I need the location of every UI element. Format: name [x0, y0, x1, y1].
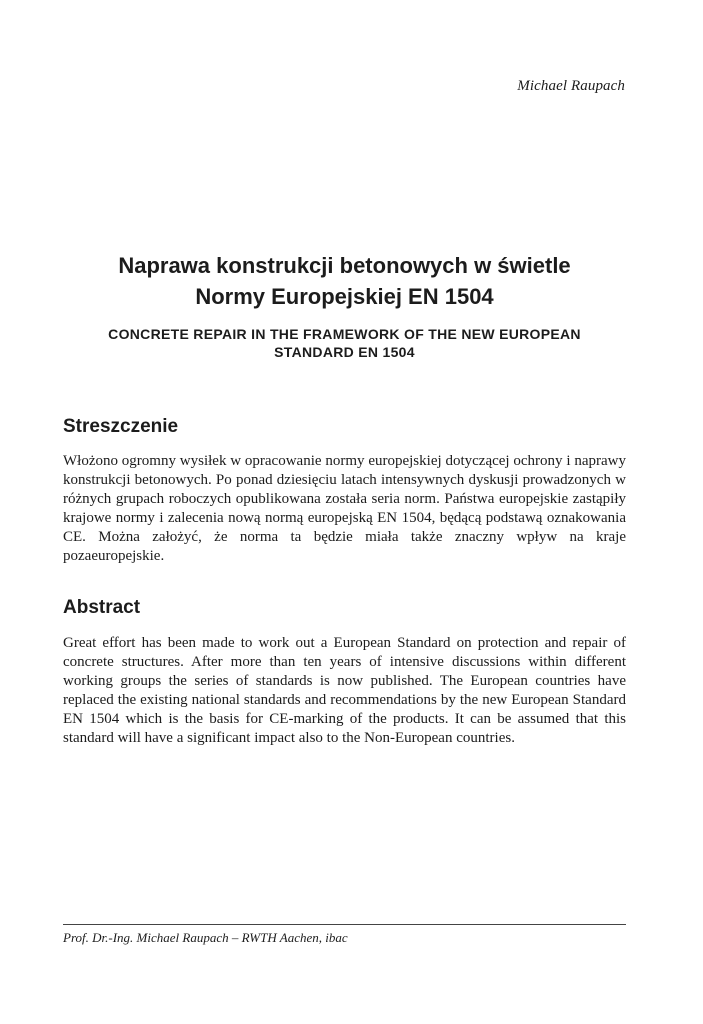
streszczenie-paragraph: Włożono ogromny wysiłek w opracowanie normy europejskiej dotyczącej ochrony i naprawy konstrukcji betonowych. Po ponad dziesięciu latach intensywnych dyskusji prowadzonych w różnych grupach roboczych opublikowana została seria norm. Państwa europejskie zastąpiły krajowe normy i zalecenia nową normą europejską EN 1504, będącą podstawą oznakowania CE. Można założyć, że norma ta będzie miała także znaczny wpływ na kraje pozaeuropejskie. — [63, 453, 626, 564]
english-subtitle — [63, 325, 626, 361]
english-subtitle-line-2: STANDARD EN 1504 — [274, 344, 415, 360]
paper-title-line-2: Normy Europejskiej EN 1504 — [195, 284, 494, 309]
english-subtitle-line-1: CONCRETE REPAIR IN THE FRAMEWORK OF THE NEW EUROPEAN — [108, 326, 581, 342]
abstract-paragraph: Great effort has been made to work out a European Standard on protection and repair of concrete structures. After more than ten years of intensive discussions within different working groups the series of standards is now published. The European countries have replaced the existing national standards and recommendations by the new European Standard EN 1504 which is the basis for CE-marking of the products. It can be assumed that this standard will have a significant impact also to the Non-European countries. — [63, 635, 626, 746]
running-header-author: Michael Raupach — [517, 78, 625, 94]
paper-title — [63, 250, 626, 312]
streszczenie-heading: Streszczenie — [63, 416, 179, 437]
author-affiliation-footnote: Prof. Dr.-Ing. Michael Raupach – RWTH Aachen, ibac — [63, 930, 348, 945]
abstract-heading: Abstract — [63, 597, 141, 618]
paper-title-line-1: Naprawa konstrukcji betonowych w świetle — [118, 253, 571, 278]
footnote-divider — [63, 924, 626, 925]
